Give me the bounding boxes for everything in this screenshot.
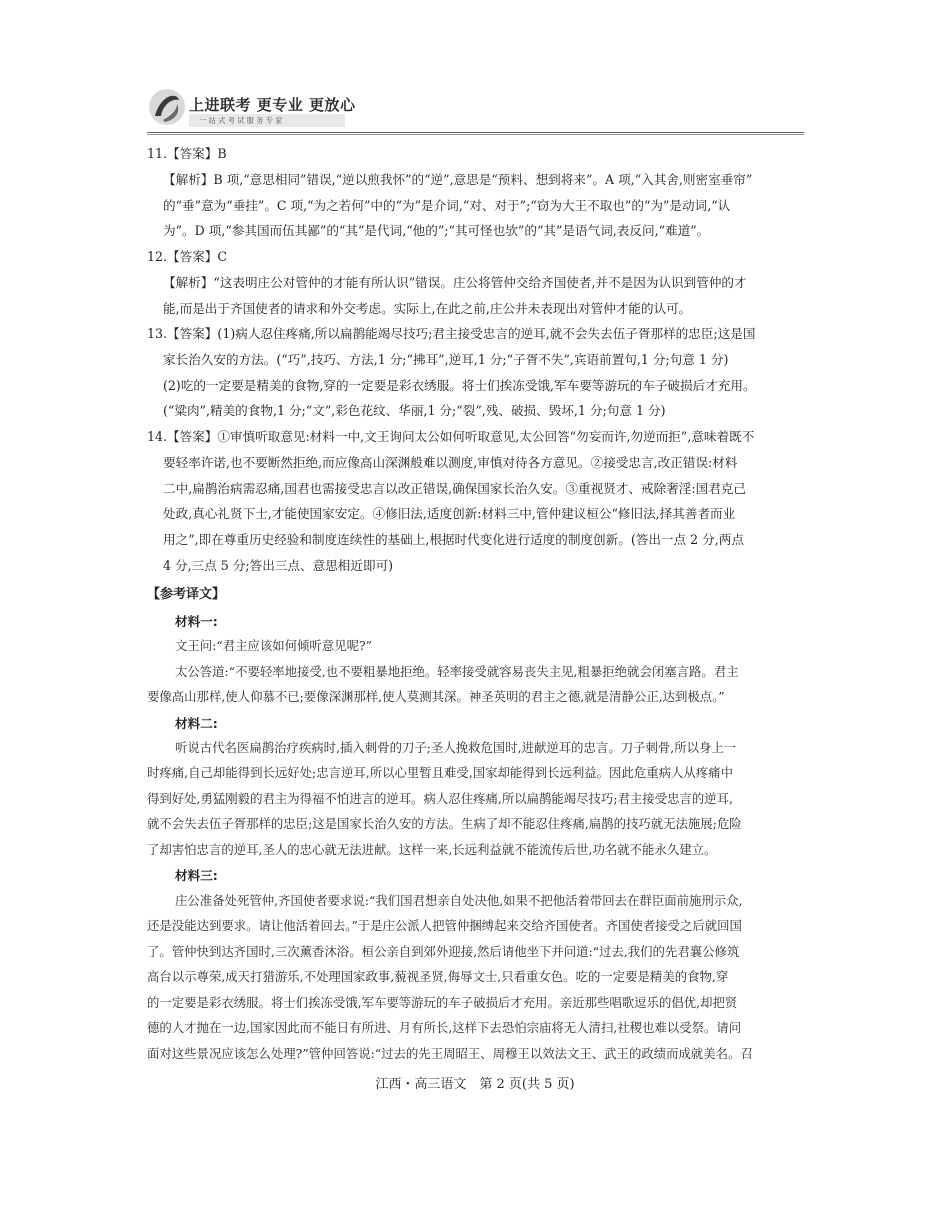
brand-logo-icon bbox=[147, 86, 187, 128]
material-1-title: 材料一: bbox=[175, 614, 218, 629]
answer-12-line: 能,而是出于齐国使者的请求和外交考虑。实际上,在此之前,庄公并未表现出对管仲才能的认可。 bbox=[163, 301, 692, 316]
brand-slogan: 上进联考 更专业 更放心 bbox=[189, 96, 356, 114]
translation-line: 了却害怕忠言的逆耳,圣人的忠心就无法进献。这样一来,长远利益就不能流传后世,功名就不能永久建立。 bbox=[147, 842, 717, 857]
answer-14-line: 要轻率许诺,也不要断然拒绝,而应像高山深渊般难以测度,审慎对待各方意见。②接受忠言,改正错误:材料 bbox=[163, 455, 738, 470]
answer-11-title: 11.【答案】B bbox=[147, 146, 227, 161]
header bbox=[147, 86, 807, 132]
answer-14-line: 4 分,三点 5 分;答出三点、意思相近即可) bbox=[163, 558, 394, 573]
translation-line: 面对这些景况应该怎么处理?”管仲回答说:“过去的先王周昭王、周穆王以效法文王、武王的政绩而成就美名。召 bbox=[147, 1046, 753, 1061]
answer-11-line: 为”。D 项,“参其国而伍其鄙”的“其”是代词,“他的”;“其可怪也欤”的“其”是语气词,表反问,“难道”。 bbox=[163, 223, 710, 238]
translation-line: 的一定要是彩衣绣服。将士们挨冻受饿,军车要等游玩的车子破损后才充用。亲近那些唱歌逗乐的倡优,却把贤 bbox=[147, 995, 738, 1010]
answer-14-title: 14.【答案】①审慎听取意见:材料一中,文王询问太公如何听取意见,太公回答“勿妄而许,勿逆而拒”,意味着既不 bbox=[147, 429, 755, 444]
translation-line: 还是没能达到要求。请让他活着回去。”于是庄公派人把管仲捆缚起来交给齐国使者。齐国使者接受之后就回国 bbox=[147, 918, 742, 933]
material-3-title: 材料三: bbox=[175, 868, 218, 883]
answer-13-line: 家长治久安的方法。(“巧”,技巧、方法,1 分;“拂耳”,逆耳,1 分;“子胥不失”,宾语前置句,1 分;句意 1 分) bbox=[163, 352, 729, 367]
answer-14-line: 处政,真心礼贤下士,才能使国家安定。④修旧法,适度创新:材料三中,管仲建议桓公“修旧法,择其善者而业 bbox=[163, 506, 736, 521]
translation-line: 高台以示尊荣,成天打猎游乐,不处理国家政事,藐视圣贤,侮辱文士,只看重女色。吃的一定要是精美的食物,穿 bbox=[147, 969, 729, 984]
answer-12-line: 【解析】“这表明庄公对管仲的才能有所认识”错误。庄公将管仲交给齐国使者,并不是因为认识到管仲的才 bbox=[163, 275, 747, 290]
page-footer: 江西・高三语文 第 2 页(共 5 页) bbox=[375, 1077, 575, 1092]
translation-line: 听说古代名医扁鹊治疗疾病时,插入刺骨的刀子;圣人挽救危国时,进献逆耳的忠言。刀子刺骨,所以身上一 bbox=[175, 740, 737, 755]
translation-line: 文王问:“君主应该如何倾听意见呢?” bbox=[175, 638, 372, 653]
answer-11-line: 【解析】B 项,“意思相同”错误,“逆以煎我怀”的“逆”,意思是“预料、想到将来”。A 项,“入其舍,则密室垂帘” bbox=[163, 172, 753, 187]
translation-line: 了。管仲快到达齐国时,三次薰香沐浴。桓公亲自到郊外迎接,然后请他坐下并问道:“过去,我们的先君襄公修筑 bbox=[147, 944, 740, 959]
translation-line: 德的人才抛在一边,国家因此而不能日有所进、月有所长,这样下去恐怕宗庙将无人清扫,社稷也难以受祭。请问 bbox=[147, 1020, 742, 1035]
answer-13-line: (“粱肉”,精美的食物,1 分;“文”,彩色花纹、华丽,1 分;“裂”,残、破损、毁坏,1 分;句意 1 分) bbox=[163, 403, 666, 418]
translation-line: 太公答道:“不要轻率地接受,也不要粗暴地拒绝。轻率接受就容易丧失主见,粗暴拒绝就会闭塞言路。君主 bbox=[175, 664, 739, 679]
answer-14-line: 用之”,即在尊重历史经验和制度连续性的基础上,根据时代变化进行适度的制度创新。(答出一点 2 分,两点 bbox=[163, 532, 744, 547]
translation-line: 要像高山那样,使人仰慕不已;要像深渊那样,使人莫测其深。神圣英明的君主之德,就是清静公正,达到极点。” bbox=[147, 689, 725, 704]
answer-12-title: 12.【答案】C bbox=[147, 249, 228, 264]
header-divider-secondary bbox=[147, 134, 804, 135]
translation-line: 庄公准备处死管仲,齐国使者要求说:“我们国君想亲自处决他,如果不把他活着带回去在群臣面前施刑示众, bbox=[175, 893, 743, 908]
answer-13-line: (2)吃的一定要是精美的食物,穿的一定要是彩衣绣服。将士们挨冻受饿,军车要等游玩的车子破损后才充用。 bbox=[163, 378, 756, 393]
translation-line: 就不会失去伍子胥那样的忠臣;这是国家长治久安的方法。生病了却不能忍住疼痛,扁鹊的技巧就无法施展;危险 bbox=[147, 816, 742, 831]
header-divider bbox=[147, 132, 804, 133]
answer-11-line: 的“垂”意为“垂挂”。C 项,“为之若何”中的“为”是介词,“对、对于”;“窃为大王不取也”的“为”是动词,“认 bbox=[163, 198, 731, 213]
translation-line: 得到好处,勇猛刚毅的君主为得福不怕进言的逆耳。病人忍住疼痛,所以扁鹊能竭尽技巧;君主接受忠言的逆耳, bbox=[147, 791, 733, 806]
material-2-title: 材料二: bbox=[175, 716, 218, 731]
answer-13-title: 13.【答案】(1)病人忍住疼痛,所以扁鹊能竭尽技巧;君主接受忠言的逆耳,就不会失去伍子胥那样的忠臣;这是国 bbox=[147, 326, 756, 341]
brand-subtitle: 一站式考试服务专家 bbox=[199, 116, 285, 125]
answer-14-line: 二中,扁鹊治病需忍痛,国君也需接受忠言以改正错误,确保国家长治久安。③重视贤才、戒除奢淫:国君克己 bbox=[163, 481, 746, 496]
translation-line: 时疼痛,自己却能得到长远好处;忠言逆耳,所以心里暂且难受,国家却能得到长远利益。因此危重病人从疼痛中 bbox=[147, 765, 733, 780]
translation-heading: 【参考译文】 bbox=[147, 587, 226, 602]
